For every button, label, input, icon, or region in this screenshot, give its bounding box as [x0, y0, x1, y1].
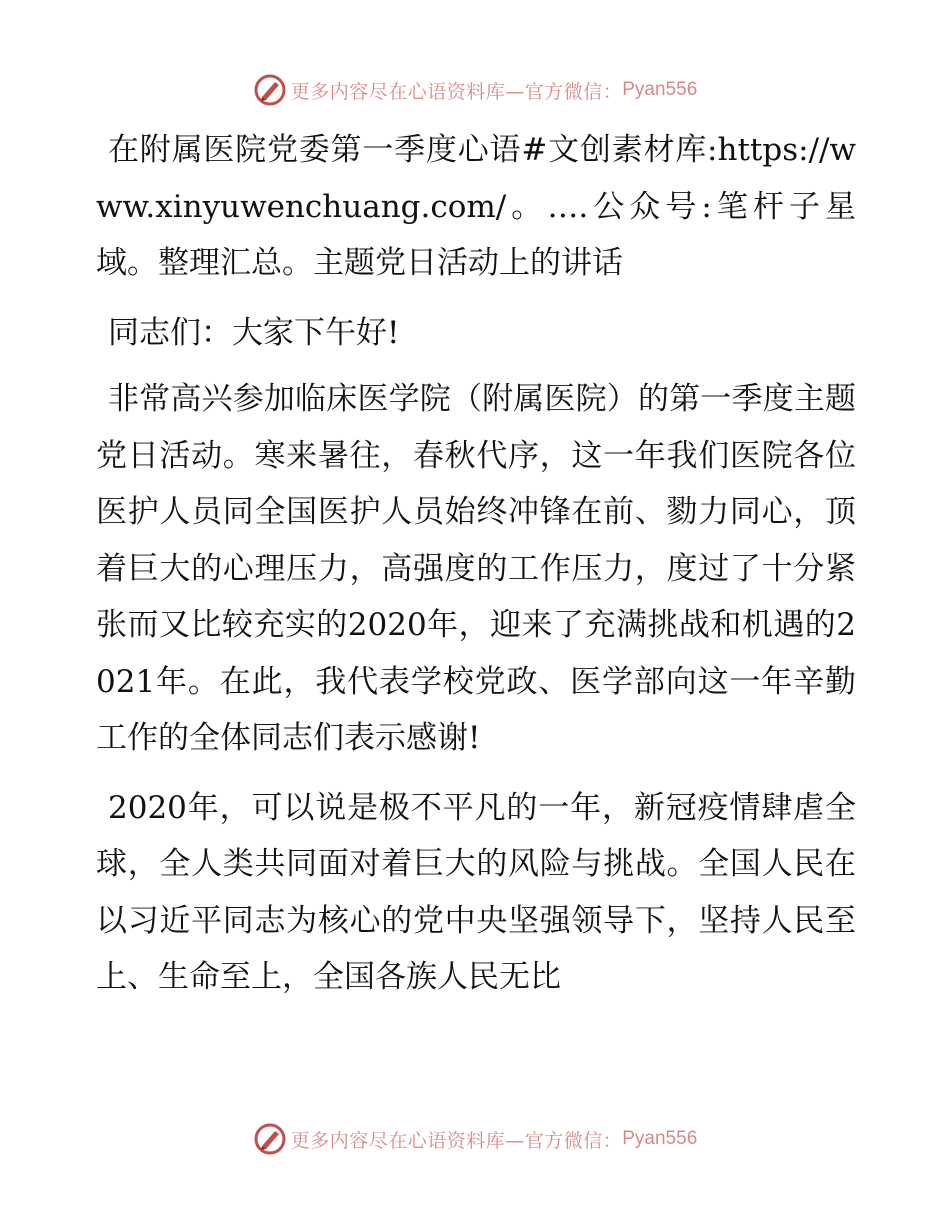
paragraph-body: 非常高兴参加临床医学院（附属医院）的第一季度主题党日活动。寒来暑往，春秋代序，这一年我们医院各位医护人员同全国医护人员始终冲锋在前、勠力同心，顶着巨大的心理压力，高强度的工作压力，度过了十分紧张而又比较充实的2020年，迎来了充满挑战和机遇的2021年。在此，我代表学校党政、医学部向这一年辛勤工作的全体同志们表示感谢!: [96, 381, 856, 756]
header-watermark: [0, 70, 950, 110]
pen-circle-logo-icon: [253, 73, 287, 107]
watermark-text: 更多内容尽在心语资料库—官方微信：: [290, 80, 623, 103]
footer-watermark: [0, 1119, 950, 1159]
paragraph-body: 2020年，可以说是极不平凡的一年，新冠疫情肆虐全球，全人类共同面对着巨大的风险与挑战。全国人民在以习近平同志为核心的党中央坚强领导下，坚持人民至上、生命至上，全国各族人民无比: [96, 789, 856, 995]
paragraph-title: 在附属医院党委第一季度心语#文创素材库:https://www.xinyuwenchuang.com/。….公众号:笔杆子星域。整理汇总。主题党日活动上的讲话: [96, 132, 856, 281]
watermark-text: 更多内容尽在心语资料库—官方微信：: [290, 1129, 623, 1152]
pen-circle-logo-icon: [253, 1122, 287, 1156]
paragraph-salutation: 同志们：大家下午好!: [108, 314, 400, 351]
watermark-handle: Pyan556: [622, 1128, 698, 1149]
document-body: [96, 122, 856, 1019]
watermark-handle: Pyan556: [622, 79, 698, 100]
